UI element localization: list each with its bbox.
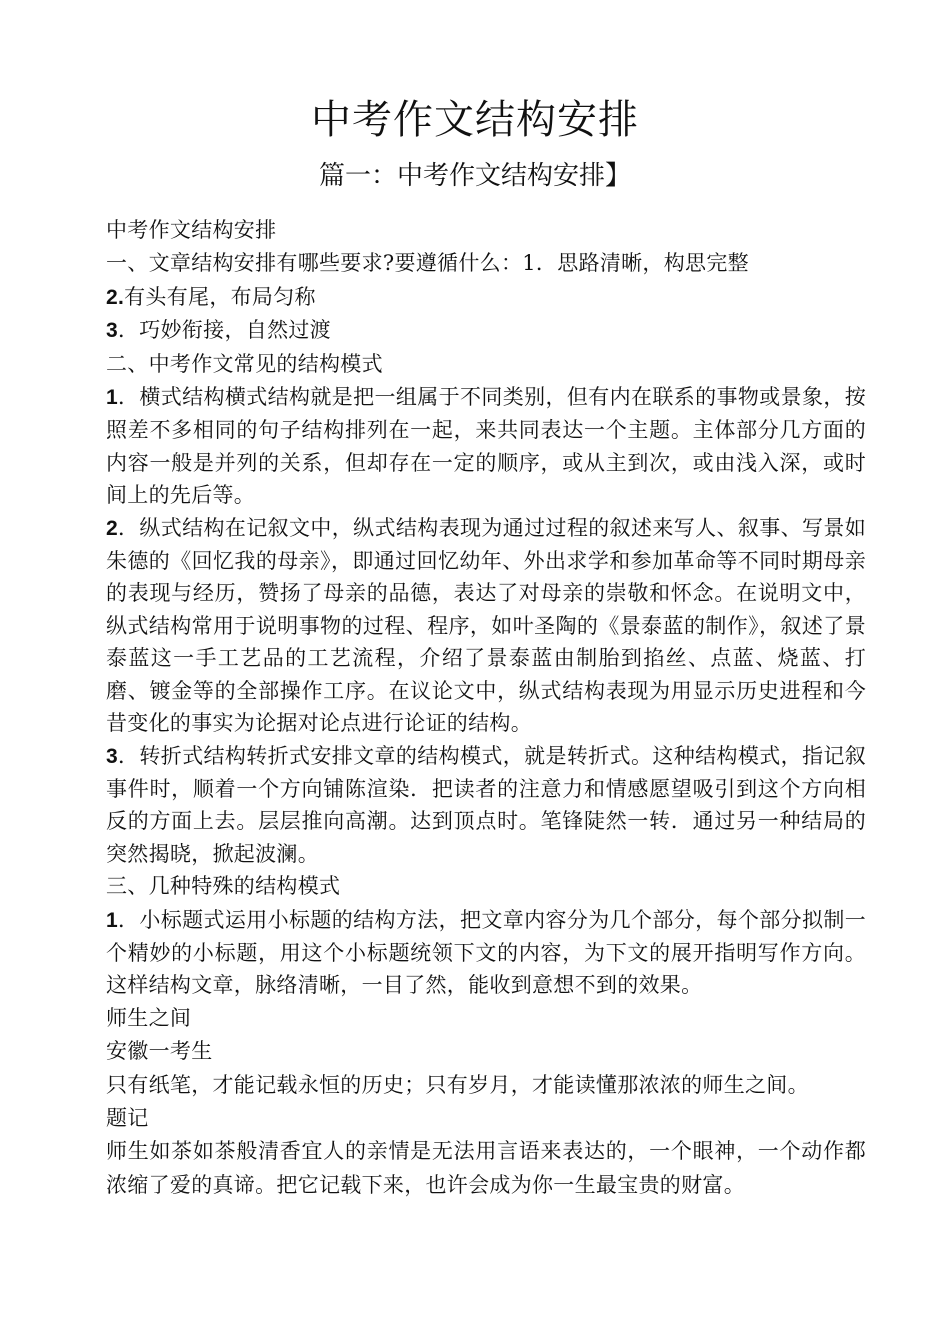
paragraph: 一、文章结构安排有哪些要求?要遵循什么：1．思路清晰，构思完整 [106, 251, 749, 276]
paragraph: 三、几种特殊的结构模式 [106, 874, 341, 899]
document-subtitle: 篇一：中考作文结构安排】 [318, 161, 631, 191]
paragraph: 2.有头有尾，布局匀称 [106, 284, 316, 309]
paragraph: 只有纸笔，才能记载永恒的历史；只有岁月，才能读懂那浓浓的师生之间。 [106, 1072, 809, 1097]
paragraph: 师生之间 [106, 1005, 192, 1030]
paragraph: 2．纵式结构在记叙文中，纵式结构表现为通过过程的叙述来写人、叙事、写景如朱德的《回忆我的母亲》，即通过回忆幼年、外出求学和参加革命等不同时期母亲的表现与经历，赞扬了母亲的品德，表达了对母亲的崇敬和怀念。在说明文中，纵式结构常用于说明事物的过程、程序，如叶圣陶的《景泰蓝的制作》，叙述了景泰蓝这一手工艺品的工艺流程，介绍了景泰蓝由制胎到掐丝、点蓝、烧蓝、打磨、镀金等的全部操作工序。在议论文中，纵式结构表现为用显示历史进程和今昔变化的事实为论据对论点进行论证的结构。 [106, 515, 866, 736]
paragraph: 3．巧妙衔接，自然过渡 [106, 318, 331, 343]
paragraph: 3．转折式结构转折式安排文章的结构模式，就是转折式。这种结构模式，指记叙事件时，顺着一个方向铺陈渲染．把读者的注意力和情感愿望吸引到这个方向相反的方面上去。层层推向高潮。达到顶点时。笔锋陡然一转．通过另一种结局的突然揭晓，掀起波澜。 [106, 743, 866, 866]
paragraph: 1．横式结构横式结构就是把一组属于不同类别，但有内在联系的事物或景象，按照差不多相同的句子结构排列在一起，来共同表达一个主题。主体部分几方面的内容一般是并列的关系，但却存在一定的顺序，或从主到次，或由浅入深，或时间上的先后等。 [106, 385, 866, 508]
document-title: 中考作文结构安排 [311, 97, 639, 143]
paragraph: 题记 [106, 1105, 149, 1130]
paragraph: 二、中考作文常见的结构模式 [106, 351, 383, 376]
paragraph: 师生如茶如茶般清香宜人的亲情是无法用言语来表达的，一个眼神，一个动作都浓缩了爱的真谛。把它记载下来，也许会成为你一生最宝贵的财富。 [106, 1139, 866, 1197]
paragraph: 安徽一考生 [106, 1039, 213, 1064]
document-body [106, 214, 866, 1201]
paragraph: 1．小标题式运用小标题的结构方法，把文章内容分为几个部分，每个部分拟制一个精妙的小标题，用这个小标题统领下文的内容，为下文的展开指明写作方向。这样结构文章，脉络清晰，一目了然，能收到意想不到的效果。 [106, 907, 866, 998]
paragraph: 中考作文结构安排 [106, 218, 277, 242]
